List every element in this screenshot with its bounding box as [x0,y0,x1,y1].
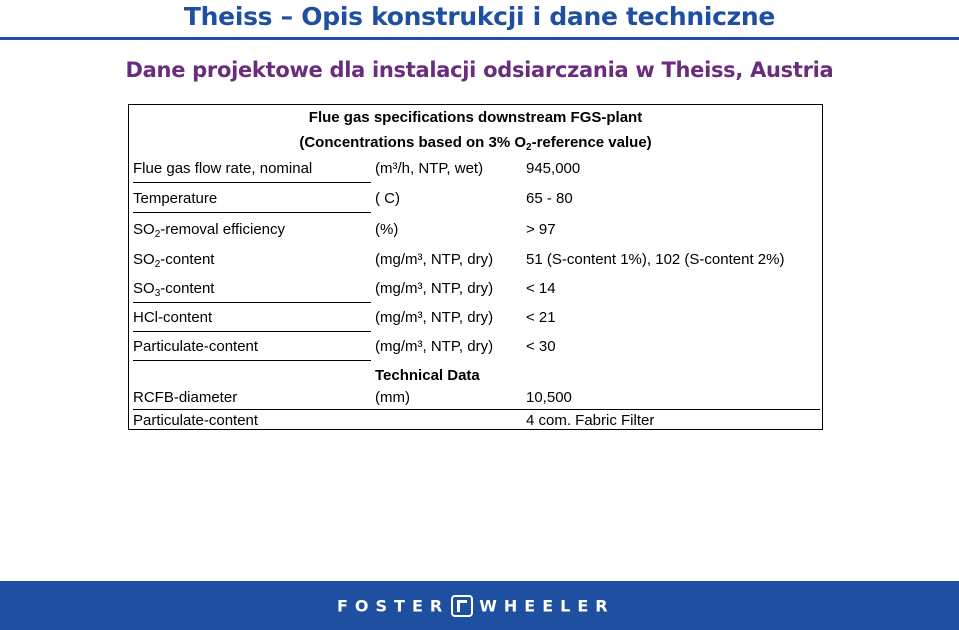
technical-data-title: Technical Data [375,367,480,384]
row-param: $SO_2$-content [133,251,215,270]
row-param: HCl-content [133,309,213,326]
row-value: < 30 [526,338,556,355]
table-row [129,389,822,409]
row-divider [133,331,371,332]
row-param: Particulate-content [133,412,259,429]
row-divider [133,302,371,303]
table-row [129,251,822,271]
title-underline [0,37,959,40]
row-divider [133,182,371,183]
logo-emblem-icon [451,595,473,617]
table-row [129,280,822,300]
page-title: Theiss – Opis konstrukcji i dane techniczne [183,2,776,31]
header-line2-pre: (Concentrations based on 3% O [299,134,527,151]
row-param: $SO_3$-content [133,280,215,299]
logo-text-right: WHEELER [479,596,615,616]
logo-text-left: FOSTER [337,596,450,616]
row-divider [133,409,820,410]
row-unit: (%) [375,221,399,238]
row-value: < 14 [526,280,556,297]
specifications-table [128,104,823,430]
table-header-line2 [129,134,822,151]
row-value: > 97 [526,221,556,238]
row-unit: (mm) [375,389,410,406]
row-value: 65 - 80 [526,190,573,207]
row-value: 945,000 [526,160,581,177]
row-param: Flue gas flow rate, nominal [133,160,313,177]
row-divider [133,360,371,361]
table-row [129,338,822,358]
row-value: 4 com. Fabric Filter [526,412,655,429]
row-unit: (mg/m³, NTP, dry) [375,309,494,326]
row-value: 10,500 [526,389,572,406]
row-param: Temperature [133,190,218,207]
header-line2-post: -reference value) [531,134,652,151]
row-param: $SO_2$-removal efficiency [133,221,286,240]
table-row [129,412,822,432]
row-param: RCFB-diameter [133,389,238,406]
row-unit: ( C) [375,190,400,207]
table-header-line1: Flue gas specifications downstream FGS-plant [308,109,643,126]
table-row [129,221,822,241]
company-logo [337,596,631,616]
page-subtitle: Dane projektowe dla instalacji odsiarczania w Theiss, Austria [125,58,834,82]
row-unit: (m³/h, NTP, wet) [375,160,484,177]
header-line2-sub: 2 [526,142,532,153]
row-param: Particulate-content [133,338,259,355]
row-value: < 21 [526,309,556,326]
row-unit: (mg/m³, NTP, dry) [375,338,494,355]
row-unit: (mg/m³, NTP, dry) [375,280,494,297]
table-row [129,190,822,210]
table-row [129,309,822,329]
row-value: 51 (S-content 1%), 102 (S-content 2%) [526,251,785,268]
row-unit: (mg/m³, NTP, dry) [375,251,494,268]
table-row [129,160,822,180]
row-divider [133,212,371,213]
